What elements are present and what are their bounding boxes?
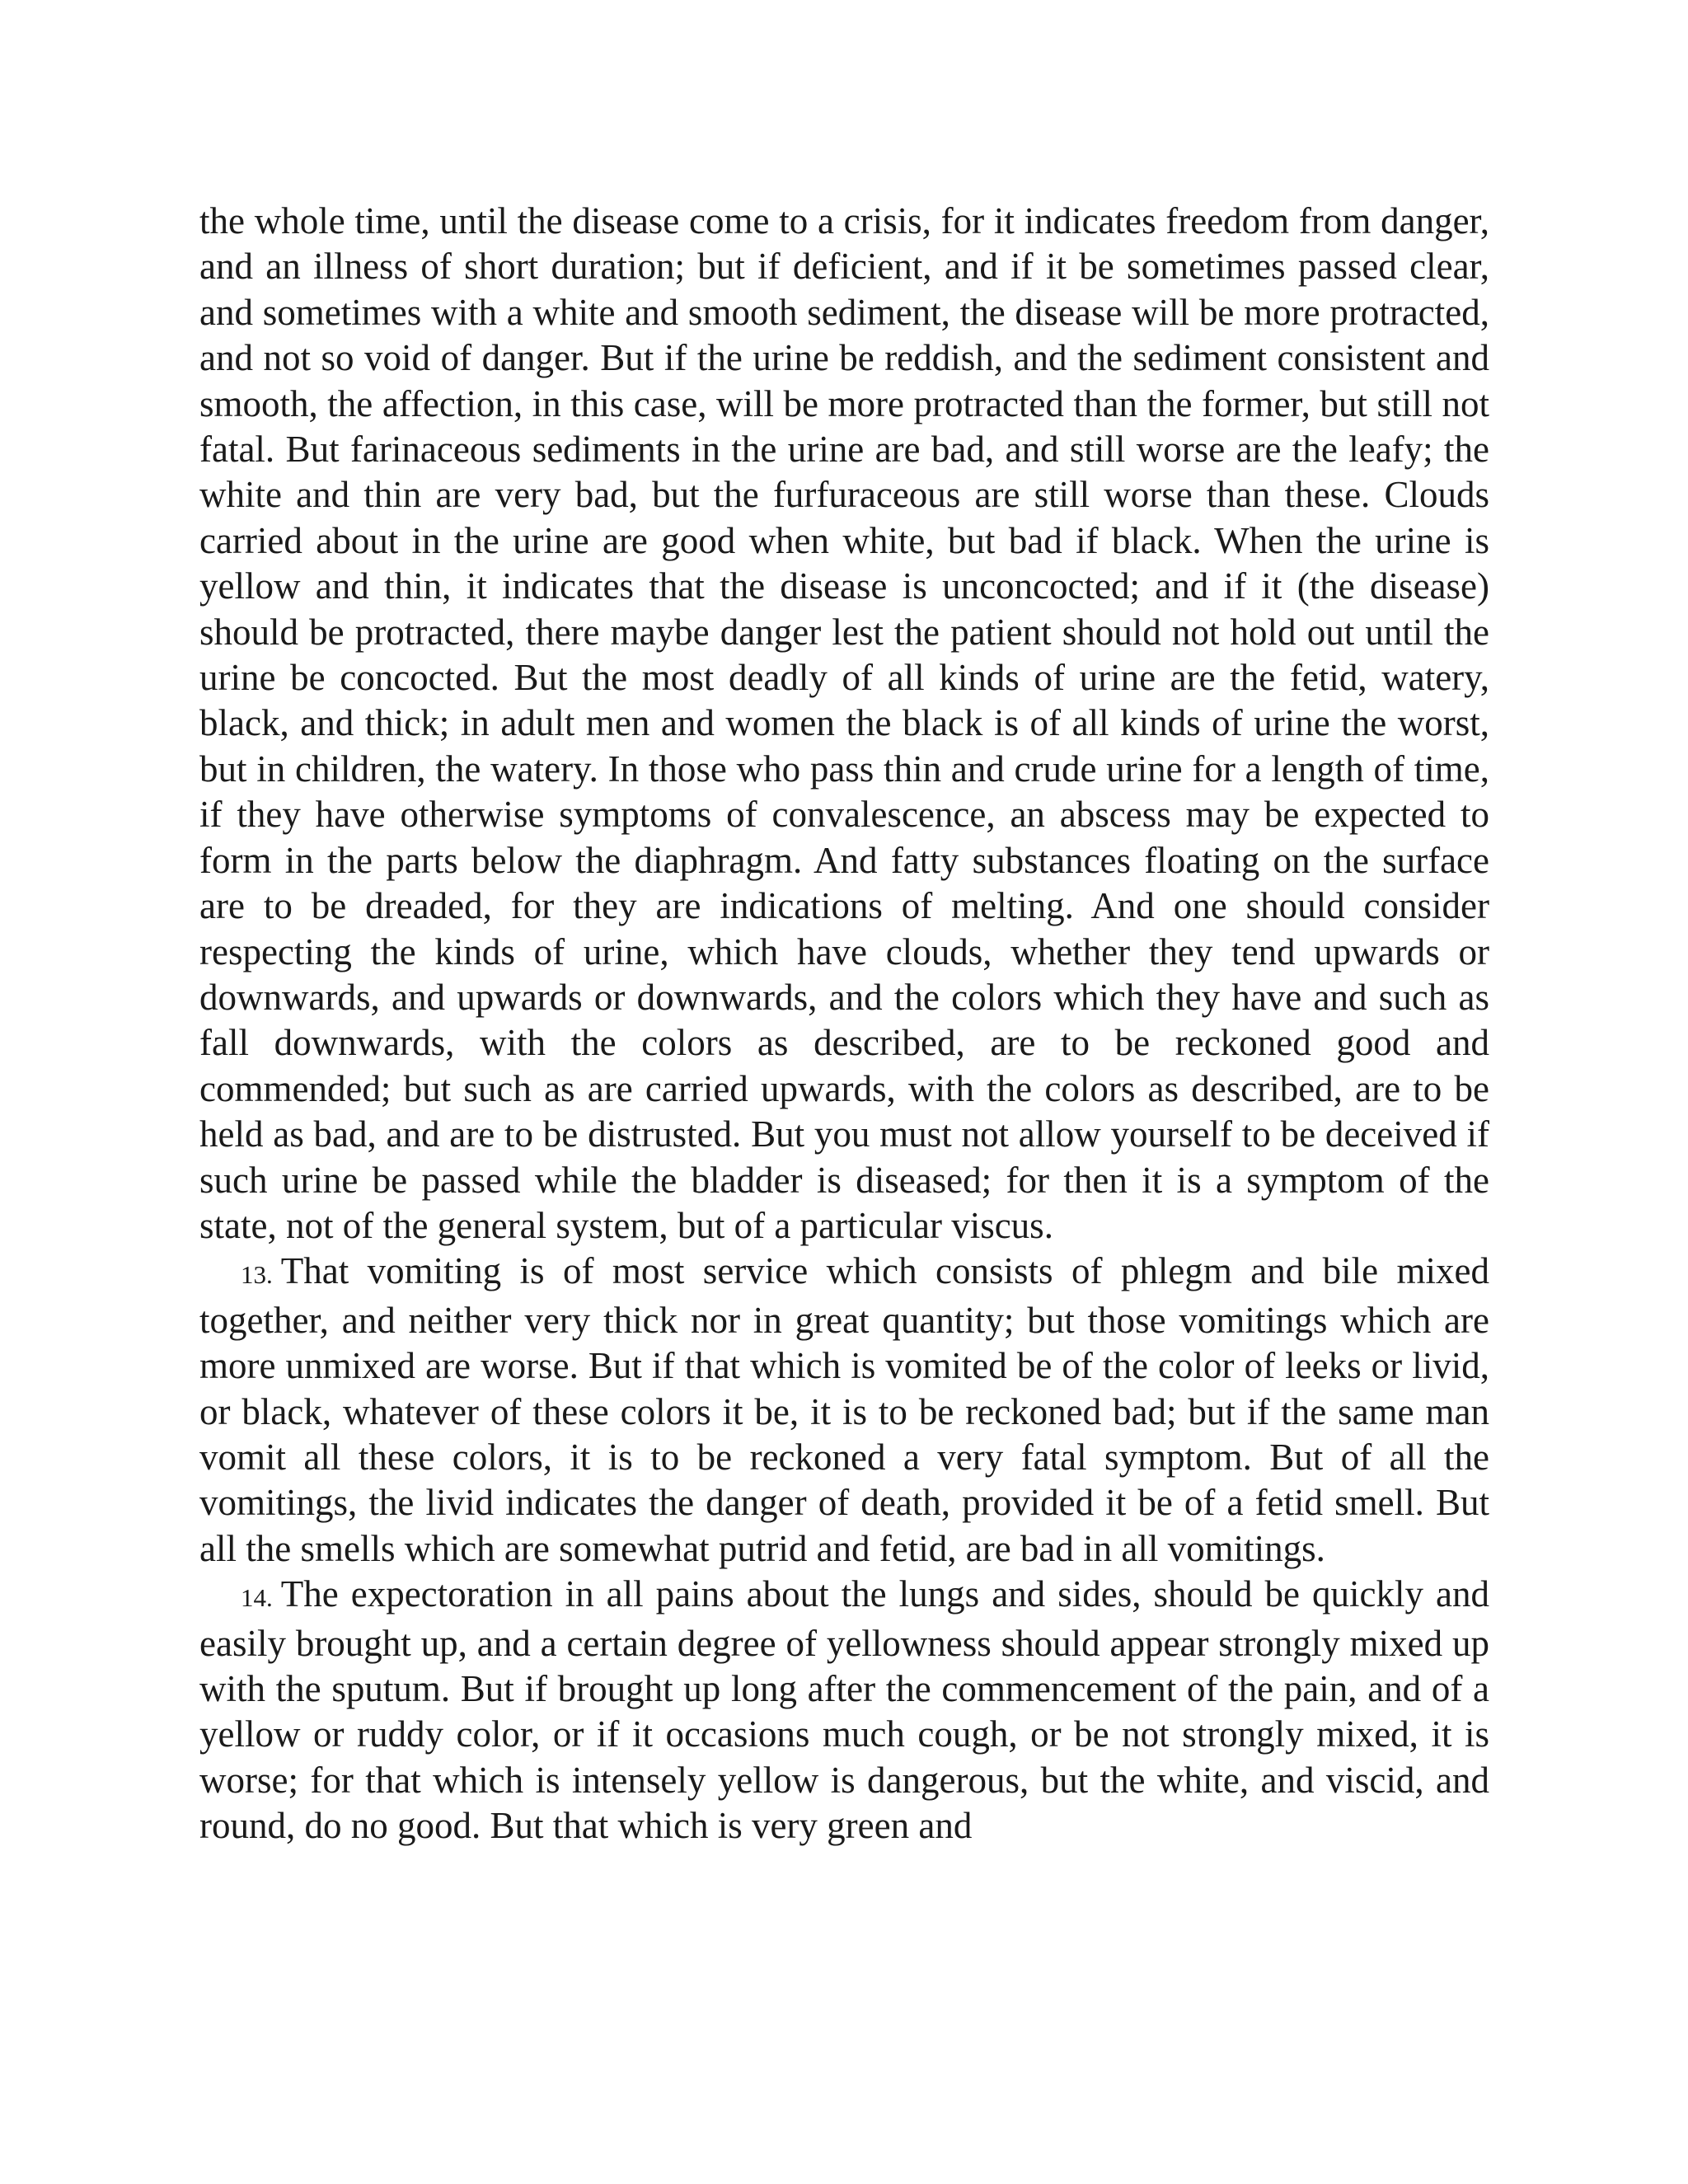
paragraph-14-expectoration: [199, 1572, 1489, 1849]
paragraph-text: the whole time, until the disease come to a crisis, for it indicates freedom from danger, and an illness of short duration; but if deficient, and if it be sometimes passed clear, and sometimes with a white and smooth sediment, the disease will be more protracted, and not so void of danger. But if the urine be reddish, and the sediment consistent and smooth, the affection, in this case, will be more protracted than the former, but still not fatal. But farinaceous sediments in the urine are bad, and still worse are the leafy; the white and thin are very bad, but the furfuraceous are still worse than these. Clouds carried about in the urine are good when white, but bad if black. When the urine is yellow and thin, it indicates that the disease is unconcocted; and if it (the disease) should be protracted, there maybe danger lest the patient should not hold out until the urine be concocted. But the most deadly of all kinds of urine are the fetid, watery, black, and thick; in adult men and women the black is of all kinds of urine the worst, but in children, the watery. In those who pass thin and crude urine for a length of time, if they have otherwise symptoms of convalescence, an abscess may be expected to form in the parts below the diaphragm. And fatty substances floating on the surface are to be dreaded, for they are indications of melting. And one should consider respecting the kinds of urine, which have clouds, whether they tend upwards or downwards, and upwards or downwards, and the colors which they have and such as fall downwards, with the colors as described, are to be reckoned good and commended; but such as are carried upwards, with the colors as described, are to be held as bad, and are to be distrusted. But you must not allow yourself to be deceived if such urine be passed while the bladder is diseased; for then it is a symptom of the state, not of the general system, but of a particular viscus.: [199, 200, 1489, 1246]
paragraph-urine-continuation: [199, 199, 1489, 1249]
paragraph-number: 14.: [241, 1583, 273, 1613]
document-page: [199, 199, 1489, 1849]
paragraph-13-vomiting: [199, 1249, 1489, 1572]
paragraph-text: The expectoration in all pains about the lungs and sides, should be quickly and easily brought up, and a certain degree of yellowness should appear strongly mixed up with the sputum. But if brought up long after the commencement of the pain, and of a yellow or ruddy color, or if it occasions much cough, or be not strongly mixed, it is worse; for that which is intensely yellow is dangerous, but the white, and viscid, and round, do no good. But that which is very green and: [199, 1573, 1489, 1847]
paragraph-text: That vomiting is of most service which consists of phlegm and bile mixed together, and neither very thick nor in great quantity; but those vomitings which are more unmixed are worse. But if that which is vomited be of the color of leeks or livid, or black, whatever of these colors it be, it is to be reckoned bad; but if the same man vomit all these colors, it is to be reckoned a very fatal symptom. But of all the vomitings, the livid indicates the danger of death, provided it be of a fetid smell. But all the smells which are somewhat putrid and fetid, are bad in all vomitings.: [199, 1250, 1489, 1569]
paragraph-number: 13.: [241, 1260, 273, 1290]
